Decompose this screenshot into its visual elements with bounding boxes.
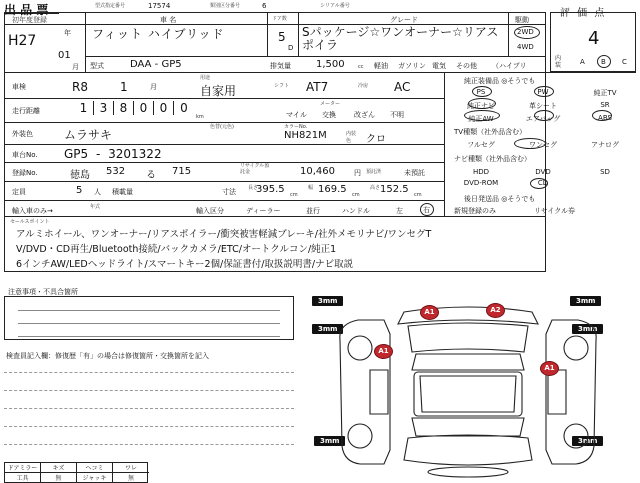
doors-suffix: D	[288, 44, 294, 52]
legend-header-crack: ワレ	[113, 463, 149, 473]
navi-hdd: HDD	[472, 168, 490, 176]
rating-value: 4	[588, 28, 600, 49]
sales-point-line-1: アルミホイール、ワンオーナー/リアスポイラー/衝突被害軽減ブレーキ/社外メモリナビ/ワンセグT	[16, 229, 432, 240]
plate-kana: る	[146, 170, 156, 181]
navi-type-label: ナビ種類（社外品含む）	[454, 155, 531, 163]
length-value: 395.5	[256, 184, 285, 195]
import-year-label: 年式	[90, 204, 101, 210]
legend-value-tools: 工具	[5, 473, 41, 482]
tv-analog: アナログ	[591, 141, 619, 149]
tv-oneseg: ワンセグ	[529, 141, 557, 149]
handle-right: 右	[423, 206, 430, 214]
import-parallel: 並行	[306, 207, 320, 215]
length-label: 長さ	[248, 185, 259, 191]
meter-unknown: 不明	[390, 111, 404, 119]
equip-tv: 純正TV	[593, 89, 617, 97]
height-value: 152.5	[380, 184, 409, 195]
length-unit: cm	[290, 192, 298, 198]
equip-airbag: エアバッグ	[525, 115, 561, 123]
legend-value-jack: ジャッキ	[77, 473, 113, 482]
equip-ps: PS	[476, 88, 486, 96]
grade-value: Sパッケージ☆ワンオーナー☆リアスポイラ	[302, 25, 499, 52]
height-unit: cm	[414, 192, 422, 198]
equip-navi: 純正ナビ	[467, 102, 495, 110]
tv-type-label: TV種類（社外品含む）	[454, 128, 527, 136]
month-mark: 月	[72, 63, 79, 71]
doors-label: ドア数	[272, 16, 287, 22]
inspection-value: R8	[72, 80, 88, 94]
displacement-label: 排気量	[270, 62, 291, 70]
interior-option-b: B	[601, 58, 606, 66]
first-registration-month: 01	[58, 50, 71, 61]
model-code: 17574	[148, 2, 171, 10]
damage-mark-a1-front-left: A1	[421, 306, 438, 319]
ac-value: AC	[394, 80, 411, 94]
doors-value: 5	[278, 30, 286, 44]
rating-label: 評 価 点	[560, 8, 607, 19]
inspection-label: 車検	[12, 83, 26, 91]
shift-value: AT7	[306, 80, 329, 94]
category-number: 6	[262, 2, 267, 10]
legend-header-mirror: ドアミラー	[5, 463, 41, 473]
inspection-month-mark: 月	[150, 83, 157, 91]
capacity-value: 5	[76, 185, 83, 196]
ac-label: 冷房	[358, 83, 369, 89]
color-number-label: カラーNo.	[284, 124, 308, 130]
car-name-label: 車 名	[160, 16, 177, 24]
drive-label: 駆動	[515, 16, 529, 24]
meter-tampered: 改ざん	[354, 111, 375, 119]
interior-label: 内装	[555, 55, 562, 69]
capacity-unit: 人	[94, 188, 101, 196]
navi-dvd: DVD	[535, 168, 551, 176]
fuel-electric: 電気	[432, 62, 446, 70]
plate-class: 532	[106, 166, 126, 177]
after-new-registration: 新規登録のみ	[454, 207, 496, 215]
height-label: 高さ	[370, 185, 381, 191]
size-label-bottom-left: 3mm	[314, 436, 345, 446]
sales-point-label: セールスポイント	[10, 219, 50, 225]
shift-label: シフト	[274, 83, 290, 89]
grade-label: グレード	[390, 16, 418, 24]
hybrid-note: （ハイブリ	[492, 62, 527, 70]
year-mark: 年	[64, 29, 71, 37]
interior-color: クロ	[366, 134, 386, 145]
import-type-label: 輸入区分	[196, 207, 224, 215]
inspector-note-label: 検査員記入欄：修復歴「有」の場合は修復箇所・交換箇所を記入	[6, 352, 209, 360]
legend-header-dent: ヘコミ	[77, 463, 113, 473]
document-title: 出 品 票	[4, 1, 59, 14]
damage-mark-a1-hood: A1	[375, 345, 392, 358]
interior-option-c: C	[622, 58, 627, 66]
mileage-unit: km	[196, 114, 204, 120]
recycle-amount: 10,460	[300, 166, 335, 177]
after-recycle-ticket: リサイクル券	[534, 207, 576, 215]
fuel-diesel: 軽油	[374, 62, 388, 70]
size-label-mid-left: 3mm	[312, 324, 343, 334]
notes-label: 注意事項・不具合箇所	[8, 288, 78, 296]
drive-option-2wd: 2WD	[517, 28, 534, 36]
damage-mark-a2-front-right: A2	[487, 304, 504, 317]
damage-mark-a1-right-side: A1	[541, 362, 558, 375]
equip-sr: SR	[600, 101, 610, 109]
notes-box	[4, 296, 294, 340]
load-label: 積載量	[112, 188, 133, 196]
serial-label: シリアル番号	[320, 3, 350, 9]
equipment-label: 純正装備品 ◎そうでも	[464, 77, 536, 85]
meter-label: メーター	[320, 101, 341, 107]
dimensions-label: 寸法	[222, 188, 236, 196]
size-label-mid-right: 3mm	[572, 324, 603, 334]
plate-label: 登録No.	[12, 169, 38, 177]
recycle-label: リサイクル預託金	[240, 163, 270, 175]
width-unit: cm	[352, 192, 360, 198]
legend-value-none-2: 無	[127, 475, 134, 482]
handle-left: 左	[396, 207, 403, 215]
model-value: DAA - GP5	[130, 59, 182, 70]
equip-leather: 革シート	[529, 102, 557, 110]
deposit-value: 未預託	[404, 169, 425, 177]
interior-option-a: A	[580, 58, 585, 66]
chassis-number: GP5 - 3201322	[64, 147, 162, 161]
import-dealer: ディーラー	[246, 207, 281, 215]
use-value: 自家用	[200, 84, 237, 98]
meter-mile: マイル	[286, 111, 307, 119]
fuel-other: その他	[456, 62, 477, 70]
displacement-value: 1,500	[316, 59, 345, 70]
legend-value-none-1: 無	[41, 473, 77, 482]
drive-option-4wd: 4WD	[517, 43, 534, 51]
exterior-color: ムラサキ	[64, 128, 113, 142]
chassis-label: 車台No.	[12, 151, 38, 159]
handle-label: ハンドル	[342, 207, 370, 215]
capacity-label: 定員	[12, 188, 26, 196]
displacement-unit: cc	[358, 64, 364, 70]
meter-exchange: 交換	[322, 111, 336, 119]
equip-pw: PW	[537, 88, 549, 96]
first-registration-era: H27	[8, 33, 37, 49]
category-label: 類別区分番号	[210, 3, 241, 9]
import-label: 輸入車のみ→	[12, 207, 53, 215]
after-delivery-label: 後日発送品 ◎そうでも	[464, 195, 536, 203]
size-label-bottom-right: 3mm	[572, 436, 603, 446]
mileage-label: 走行距離	[12, 107, 40, 115]
navi-sd: SD	[600, 168, 610, 176]
size-label-top-left: 3mm	[312, 296, 343, 306]
plate-area: 徳島	[70, 170, 90, 181]
mileage-digits: 1 3 8 0 0 0	[74, 101, 194, 115]
deposit-label: 預託済	[366, 169, 382, 175]
sales-point-line-2: V/DVD・CD再生/Bluetooth接続/バックカメラ/ETC/オートクルコン/純正1	[16, 244, 337, 255]
navi-dvdrom: DVD-ROM	[463, 179, 499, 187]
model-code-label: 型式指定番号	[95, 3, 126, 9]
width-label: 幅	[308, 185, 314, 191]
fuel-gasoline: ガソリン	[398, 62, 426, 70]
color-number: NH821M	[284, 130, 327, 141]
recycle-unit: 円	[354, 169, 361, 177]
width-value: 169.5	[318, 184, 347, 195]
interior-color-label: 内装色	[346, 131, 357, 144]
equip-aw: 純正AW	[468, 115, 494, 123]
tv-fullseg: フルセグ	[467, 141, 495, 149]
repaint-label: 色替(元色)	[210, 124, 234, 130]
equip-abs: ABS	[598, 114, 612, 122]
inspection-month: 1	[120, 80, 128, 94]
size-label-top-right: 3mm	[570, 296, 601, 306]
car-name: フィット ハイブリッド	[92, 27, 225, 41]
navi-cd: CD	[537, 179, 549, 187]
first-registration-label: 初年度登録	[12, 16, 47, 24]
use-label: 用途	[200, 75, 211, 81]
sales-point-line-3: 6インチAW/LEDヘッドライト/スマートキー2個/保証書付/取扱説明書/ナビ取説	[16, 259, 354, 270]
legend-header-scratch: キズ	[41, 463, 77, 473]
car-diagram	[298, 300, 638, 478]
exterior-color-label: 外装色	[12, 130, 33, 138]
plate-number: 715	[172, 166, 192, 177]
model-label: 型式	[90, 62, 104, 70]
